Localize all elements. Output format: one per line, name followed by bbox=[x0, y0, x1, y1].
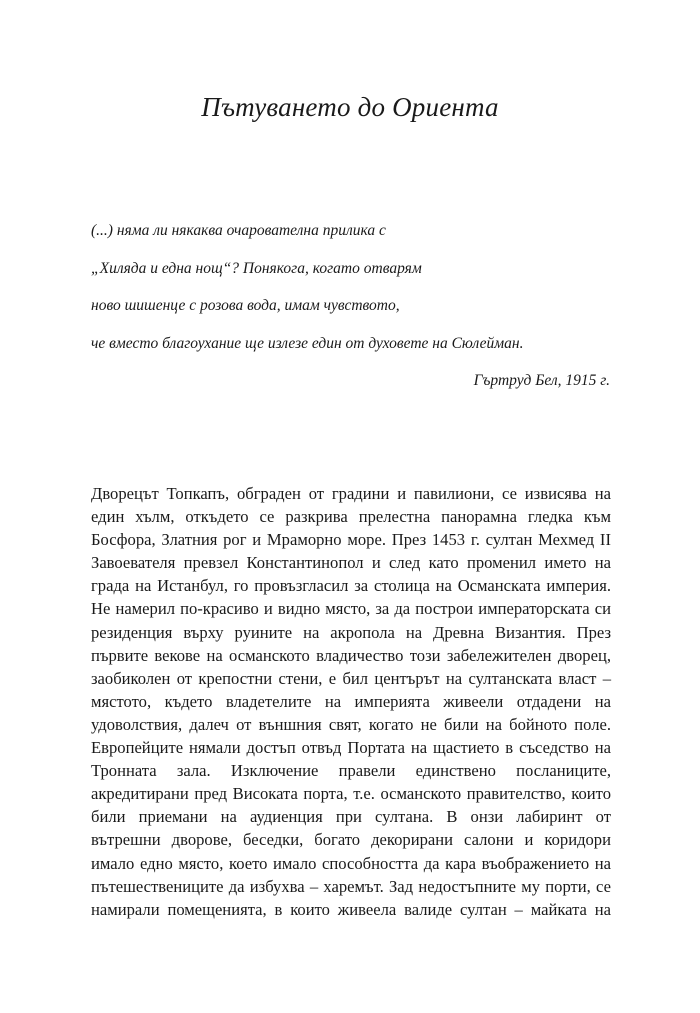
body-line: Босфора, Златния рог и Мраморно море. През 1453 г. султан Мехмед II bbox=[91, 530, 611, 550]
body-line: резиденция върху руините на акропола на Древна Византия. През bbox=[91, 622, 611, 642]
body-line: Европейците нямали достъп отвъд Портата на щастието в съседство на bbox=[91, 738, 611, 758]
body-line: мястото, където владетелите на империята живеели отдадени на bbox=[91, 691, 611, 711]
body-line: Тронната зала. Изключение правели единствено посланиците, bbox=[91, 761, 611, 781]
epigraph bbox=[91, 221, 611, 371]
body-line: Не намерил по-красиво и видно място, за да построи императорската си bbox=[91, 599, 611, 619]
body-line: един хълм, откъдето се разкрива прелестна панорамна гледка към bbox=[91, 507, 611, 527]
body-line: били приемани на аудиенция при султана. В онзи лабиринт от bbox=[91, 807, 611, 827]
body-line: удоволствия, далеч от външния свят, когато не били на бойното поле. bbox=[91, 714, 611, 734]
chapter-title: Пътуването до Ориента bbox=[201, 92, 499, 122]
body-line: Дворецът Топкапъ, обграден от градини и павилиони, се извисява на bbox=[91, 484, 611, 503]
body-paragraph bbox=[91, 482, 611, 921]
body-line: Завоевателя превзел Константинопол и след като променил името на bbox=[91, 553, 611, 573]
epigraph-line: (...) няма ли някаква очарователна прилика с bbox=[91, 222, 386, 239]
epigraph-line: ново шишенце с розова вода, имам чувството, bbox=[91, 297, 400, 314]
body-line: имало едно място, което имало способността да кара въображението на bbox=[91, 853, 611, 873]
body-line: града на Истанбул, го провъзгласил за столица на Османската империя. bbox=[91, 576, 611, 596]
body-line: заобиколен от крепостни стени, е бил центърът на султанската власт – bbox=[91, 668, 611, 688]
body-line: намирали помещенията, в които живеела валиде султан – майката на bbox=[91, 899, 611, 919]
body-line: пътешествениците да избухва – харемът. Зад недостъпните му порти, се bbox=[91, 876, 611, 896]
body-line: акредитирани пред Високата порта, т.е. османското правителство, които bbox=[91, 784, 611, 804]
epigraph-attribution: Гъртруд Бел, 1915 г. bbox=[473, 372, 610, 389]
body-line: първите векове на османското владичество този забележителен дворец, bbox=[91, 645, 611, 665]
epigraph-line: че вместо благоухание ще излезе един от духовете на Сюлейман. bbox=[91, 334, 524, 352]
epigraph-line: „Хиляда и една нощ“? Понякога, когато отварям bbox=[91, 259, 422, 277]
body-line: вътрешни дворове, беседки, богато декорирани салони и коридори bbox=[91, 830, 611, 850]
